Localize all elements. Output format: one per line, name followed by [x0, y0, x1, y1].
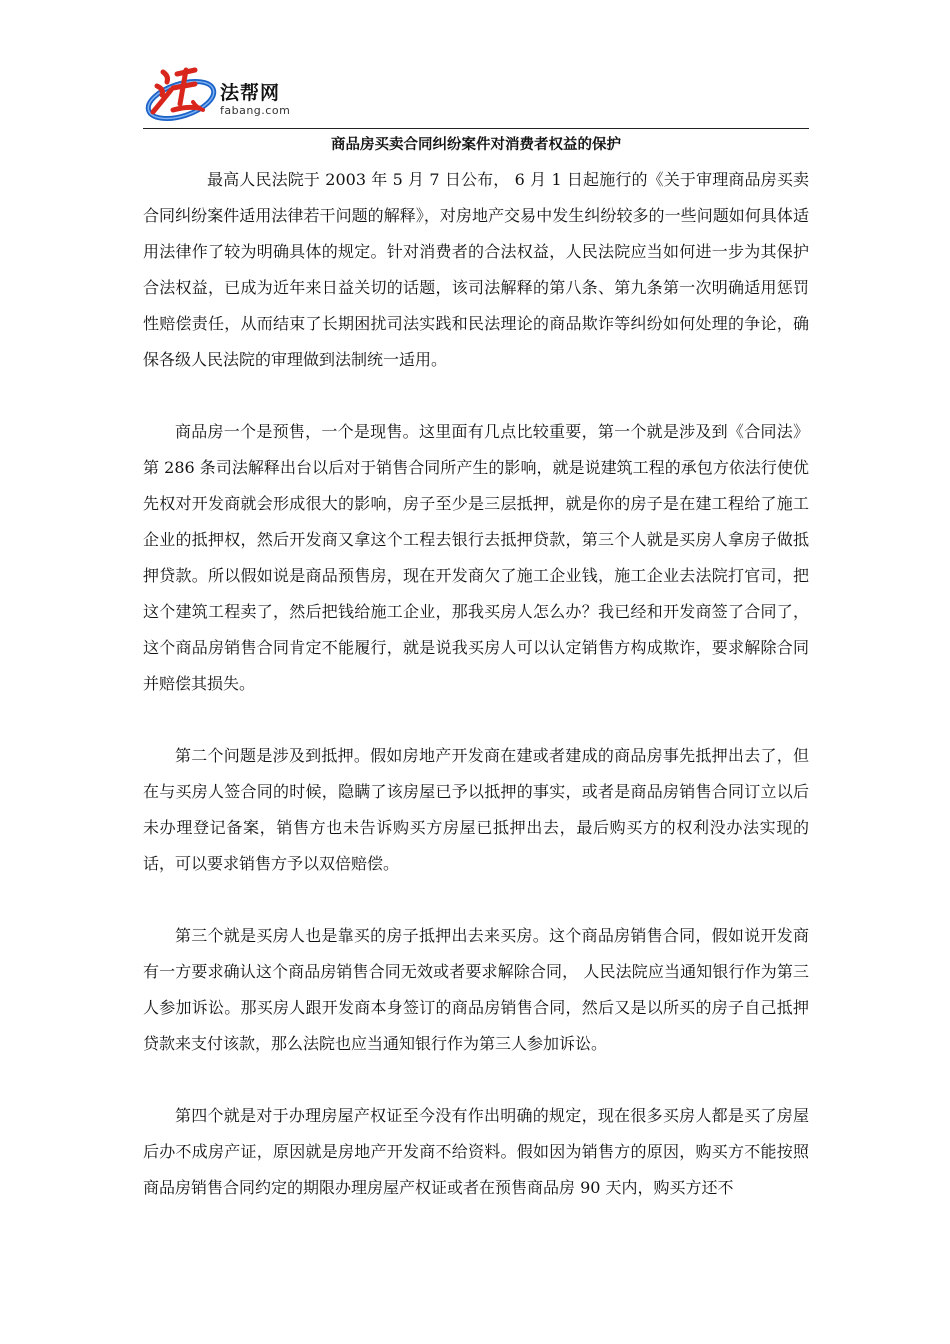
article-body: [143, 162, 809, 1242]
page-header: [143, 60, 809, 130]
fabang-logo-icon: [143, 60, 223, 126]
paragraph: 第四个就是对于办理房屋产权证至今没有作出明确的规定，现在很多买房人都是买了房屋后办不成房产证，原因就是房地产开发商不给资料。假如因为销售方的原因，购买方不能按照商品房销售合同约定的期限办理房屋产权证或者在预售商品房 90 天内，购买方还不: [143, 1106, 809, 1197]
paragraph: 第二个问题是涉及到抵押。假如房地产开发商在建或者建成的商品房事先抵押出去了，但在与买房人签合同的时候，隐瞒了该房屋已予以抵押的事实，或者是商品房销售合同订立以后未办理登记备案，销售方也未告诉购买方房屋已抵押出去，最后购买方的权利没办法实现的话，可以要求销售方予以双倍赔偿。: [143, 746, 809, 873]
article-title: 商品房买卖合同纠纷案件对消费者权益的保护: [331, 137, 621, 153]
paragraph: 商品房一个是预售，一个是现售。这里面有几点比较重要，第一个就是涉及到《合同法》第 286 条司法解释出台以后对于销售合同所产生的影响，就是说建筑工程的承包方依法行使优先权对开发商就会形成很大的影响，房子至少是三层抵押，就是你的房子是在建工程给了施工企业的抵押权，然后开发商又拿这个工程去银行去抵押贷款，第三个人就是买房人拿房子做抵押贷款。所以假如说是商品预售房，现在开发商欠了施工企业钱，施工企业去法院打官司，把这个建筑工程卖了，然后把钱给施工企业，那我买房人怎么办？我已经和开发商签了合同了，这个商品房销售合同肯定不能履行，就是说我买房人可以认定销售方构成欺诈，要求解除合同并赔偿其损失。: [143, 422, 809, 693]
logo-domain: fabang.com: [220, 104, 291, 117]
paragraph: 第三个就是买房人也是靠买的房子抵押出去来买房。这个商品房销售合同，假如说开发商有一方要求确认这个商品房销售合同无效或者要求解除合同， 人民法院应当通知银行作为第三人参加诉讼。那买房人跟开发商本身签订的商品房销售合同，然后又是以所买的房子自己抵押贷款来支付该款，那么法院也应当通知银行作为第三人参加诉讼。: [143, 926, 809, 1053]
site-logo[interactable]: [143, 60, 313, 126]
paragraph: 最高人民法院于 2003 年 5 月 7 日公布， 6 月 1 日起施行的《关于审理商品房买卖合同纠纷案件适用法律若干问题的解释》，对房地产交易中发生纠纷较多的一些问题如何具体适用法律作了较为明确具体的规定。针对消费者的合法权益，人民法院应当如何进一步为其保护合法权益，已成为近年来日益关切的话题，该司法解释的第八条、第九条第一次明确适用惩罚性赔偿责任，从而结束了长期困扰司法实践和民法理论的商品欺诈等纠纷如何处理的争论，确保各级人民法院的审理做到法制统一适用。: [143, 170, 809, 369]
header-divider: [143, 128, 809, 129]
logo-chinese-name: 法帮网: [220, 82, 281, 104]
